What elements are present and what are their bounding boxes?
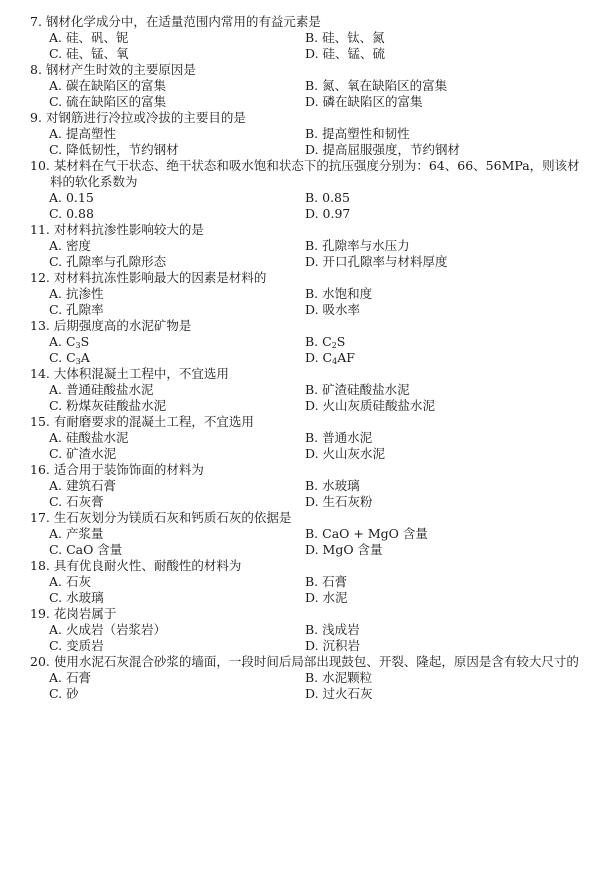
- option-c: C. 矿渣水泥: [49, 446, 117, 461]
- option-d: D. 水泥: [305, 590, 348, 605]
- question-15: [30, 414, 590, 462]
- question-stem: 19. 花岗岩属于: [30, 606, 117, 621]
- question-12: [30, 270, 590, 318]
- option-d: D. 开口孔隙率与材料厚度: [305, 254, 448, 269]
- option-c: C. 变质岩: [49, 638, 104, 653]
- option-a: A. 石灰: [49, 574, 91, 589]
- option-b: B. 氮、氧在缺陷区的富集: [305, 78, 448, 93]
- option-d: D. 磷在缺陷区的富集: [305, 94, 423, 109]
- question-18: [30, 558, 590, 606]
- question-stem: 14. 大体积混凝土工程中，不宜选用: [30, 366, 229, 381]
- option-d: D. 火山灰质硅酸盐水泥: [305, 398, 436, 413]
- question-19: [30, 606, 590, 654]
- option-d: D. 提高屈服强度，节约钢材: [305, 142, 461, 157]
- option-a: A. 普通硅酸盐水泥: [49, 382, 154, 397]
- option-d: D. 生石灰粉: [305, 494, 373, 509]
- option-d: D. 硅、锰、硫: [305, 46, 386, 61]
- question-stem: 10. 某材料在气干状态、绝干状态和吸水饱和状态下的抗压强度分别为：64、66、56MPa，则该材料的软化系数为: [30, 158, 580, 189]
- option-d: D. MgO 含量: [305, 542, 383, 557]
- option-c: C. 水玻璃: [49, 590, 104, 605]
- option-b: B. $C_2S$: [305, 334, 346, 350]
- option-d: D. 吸水率: [305, 302, 361, 317]
- question-stem: 15. 有耐磨要求的混凝土工程，不宜选用: [30, 414, 254, 429]
- option-c: C. 石灰膏: [49, 494, 104, 509]
- option-d: D. 火山灰水泥: [305, 446, 386, 461]
- option-c: C. 孔隙率: [49, 302, 104, 317]
- question-stem: 8. 钢材产生时效的主要原因是: [30, 62, 196, 77]
- question-17: [30, 510, 590, 558]
- option-b: B. 孔隙率与水压力: [305, 238, 410, 253]
- option-c: C. 砂: [49, 686, 79, 701]
- question-13: [30, 318, 590, 366]
- option-a: A. 提高塑性: [49, 126, 116, 141]
- option-a: A. 硅、矾、铌: [49, 30, 129, 45]
- option-b: B. 水泥颗粒: [305, 670, 373, 685]
- question-stem: 16. 适合用于装饰饰面的材料为: [30, 462, 204, 477]
- option-b: B. 石膏: [305, 574, 348, 589]
- option-a: A. 建筑石膏: [49, 478, 116, 493]
- option-a: A. 产浆量: [49, 526, 104, 541]
- option-b: B. 0.85: [305, 190, 350, 205]
- question-7: [30, 14, 590, 62]
- option-b: B. 水玻璃: [305, 478, 360, 493]
- option-b: B. 普通水泥: [305, 430, 373, 445]
- question-stem: 7. 钢材化学成分中，在适量范围内常用的有益元素是: [30, 14, 321, 29]
- option-c: C. $C_3A$: [49, 350, 90, 366]
- option-d: D. 沉积岩: [305, 638, 361, 653]
- question-stem: 11. 对材料抗渗性影响较大的是: [30, 222, 204, 237]
- option-a: A. 石膏: [49, 670, 91, 685]
- option-d: D. $C_4AF$: [305, 350, 355, 366]
- option-a: A. 0.15: [49, 190, 94, 205]
- option-c: C. 降低韧性，节约钢材: [49, 142, 179, 157]
- question-9: [30, 110, 590, 158]
- option-a: A. 密度: [49, 238, 91, 253]
- option-b: B. CaO + MgO 含量: [305, 526, 428, 541]
- question-stem: 17. 生石灰划分为镁质石灰和钙质石灰的依据是: [30, 510, 292, 525]
- option-c: C. 0.88: [49, 206, 94, 221]
- option-a: A. 火成岩（岩浆岩）: [49, 622, 166, 637]
- question-stem: 20. 使用水泥石灰混合砂浆的墙面，一段时间后局部出现鼓包、开裂、隆起，原因是含有较大尺寸的: [30, 654, 579, 669]
- option-b: B. 提高塑性和韧性: [305, 126, 410, 141]
- question-20: [30, 654, 590, 702]
- question-11: [30, 222, 590, 270]
- question-14: [30, 366, 590, 414]
- option-b: B. 硅、钛、氮: [305, 30, 385, 45]
- option-c: C. 硅、锰、氧: [49, 46, 129, 61]
- question-16: [30, 462, 590, 510]
- option-d: D. 过火石灰: [305, 686, 373, 701]
- option-b: B. 浅成岩: [305, 622, 360, 637]
- option-a: A. 抗渗性: [49, 286, 104, 301]
- option-c: C. CaO 含量: [49, 542, 123, 557]
- question-stem: 18. 具有优良耐火性、耐酸性的材料为: [30, 558, 242, 573]
- option-a: A. 碳在缺陷区的富集: [49, 78, 166, 93]
- question-list: [30, 14, 590, 702]
- option-a: A. 硅酸盐水泥: [49, 430, 129, 445]
- question-10: [30, 158, 590, 222]
- question-stem: 13. 后期强度高的水泥矿物是: [30, 318, 192, 333]
- option-a: A. $C_3S$: [49, 334, 90, 350]
- option-c: C. 硫在缺陷区的富集: [49, 94, 167, 109]
- option-b: B. 水饱和度: [305, 286, 373, 301]
- option-c: C. 孔隙率与孔隙形态: [49, 254, 167, 269]
- option-c: C. 粉煤灰硅酸盐水泥: [49, 398, 167, 413]
- question-stem: 12. 对材料抗冻性影响最大的因素是材料的: [30, 270, 267, 285]
- option-d: D. 0.97: [305, 206, 351, 221]
- option-b: B. 矿渣硅酸盐水泥: [305, 382, 410, 397]
- question-stem: 9. 对钢筋进行冷拉或冷拔的主要目的是: [30, 110, 246, 125]
- question-8: [30, 62, 590, 110]
